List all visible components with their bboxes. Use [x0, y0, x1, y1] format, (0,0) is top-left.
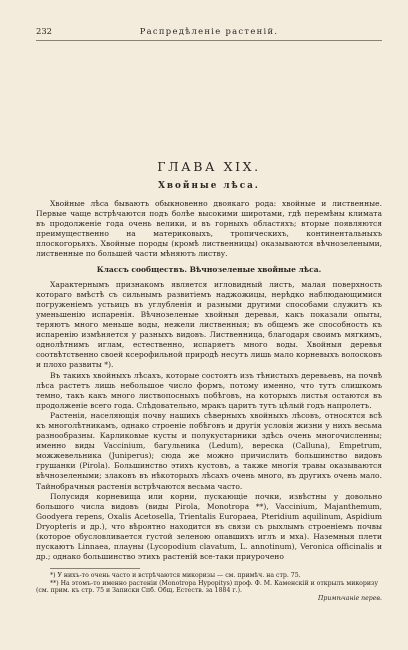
section-heading: Классъ сообществъ. Вѣчнозеленые хвойные лѣса. [96, 264, 322, 274]
chapter-subtitle: Хвойные лѣса. [158, 181, 260, 191]
page-number: 232 [36, 26, 52, 36]
translator-note: Примѣчаніе перев. [318, 595, 382, 603]
paragraph-rhizomes: Полусидя корневища или корни, пускающіе почки, извѣстны у довольно большого числа видовъ (виды Pirola, Monotropa **), Vaccinium, Majanthemum, Goodyera repens, Oxalis Acetosella, Trientalis Europaea, Pteridium aquilinum, Aspidium Dryopteris и др.), что вѣроятно находится въ связи съ рыхлымъ строеніемъ почвы (которое обусловливается густой зеленою опавшихъ иглъ и мха). Наземныя плети пускаютъ Linnaea, плауны (Lycopodium clavatum, L. annotinum), Veronica officinalis и др.; однако большинство этихъ растеній все-таки приурочено [36, 491, 382, 562]
paragraph-plants: Растенія, населяющія почву нашихъ сѣверныхъ хвойныхъ лѣсовъ, относятся всѣ къ многолѣтникамъ, однако строеніе побѣговъ и другія условія жизни у нихъ весьма разнообразны. Карликовые кусты и полукустарники здѣсь очень многочисленны; именно виды Vaccinium, багульника (Ledum), вереска (Calluna), Empetrum, можжевельника (Juniperus); сюда же можно причислить большинство видовъ грушанки (Pirola). Большинство этихъ кустовъ, а также многія травы оказываются вѣчнозелеными; злаковъ въ нѣкоторыхъ лѣсахъ очень много, въ другихъ очень мало. Тайнобрачныя растенія встрѣчаются весьма часто. [36, 410, 382, 491]
running-head [36, 26, 382, 41]
footnote-divider [50, 568, 140, 569]
running-title: Распредѣленіе растеній. [139, 26, 279, 36]
footnote-2: **) На этомъ-то именно растеніи (Monotropa Hypopitys) проф. Ф. М. Каменскій и открылъ микоризу (см. прим. къ стр. 75 и Записки Спб. Общ. Естеств. за 1884 г.). [36, 579, 379, 595]
paragraph-shade: Въ такихъ хвойныхъ лѣсахъ, которые состоятъ изъ тѣнистыхъ деревьевъ, на почвѣ лѣса растетъ лишь небольшое число формъ, потому именно, что тутъ слишкомъ темно, такъ какъ много листвопосныхъ побѣговъ, на которыхъ листья остаются въ продолженіе всего года. Слѣдовательно, мракъ царитъ тутъ цѣлый годъ напролетъ. [36, 370, 382, 410]
paragraph-characteristics: Характернымъ признакомъ является игловидный листъ, малая поверхность котораго вмѣстѣ съ сильнымъ развитіемъ наджожицы, нерѣдко наблюдающимися погруженіемъ устьицъ въ углубленія и разными другими способами служитъ къ уменьшенію испаренія. Вѣчнозеленые хвойныя деревья, какъ показали опыты, теряютъ много меньше воды, нежели лиственныя; въ общемъ же способность къ испаренію измѣняется у разныхъ видовъ. Лиственница, благодаря своимъ мягкимъ, однолѣтнимъ иглам, естественно, испаряетъ много воды. Хвойныя деревья соотвѣтственно своей ксерофильной природѣ несутъ лишь мало корневыхъ волосковъ и плохо развиты *). [36, 279, 382, 370]
footnote-1: *) У нихъ-то очень часто и встрѣчаются микоризы — см. примѣч. на стр. 75. [50, 572, 301, 580]
chapter-heading: ГЛАВА XIX. [157, 159, 261, 174]
paragraph-intro: Хвойные лѣса бываютъ обыкновенно двоякаго рода: хвойные и лиственные. Первые чаще встрѣчаются подъ болѣе высокими широтами, гдѣ перемѣны климата въ продолженіе года очень велики, и въ горныхъ областяхъ; вторые появляются преимущественно на материковыхъ, тропическихъ, континентальныхъ плоскогорьяхъ. Хвойные породы (кромѣ лиственницы) оказываются вѣчнозелеными, лиственные по большей части мѣняютъ листву. [36, 199, 382, 259]
